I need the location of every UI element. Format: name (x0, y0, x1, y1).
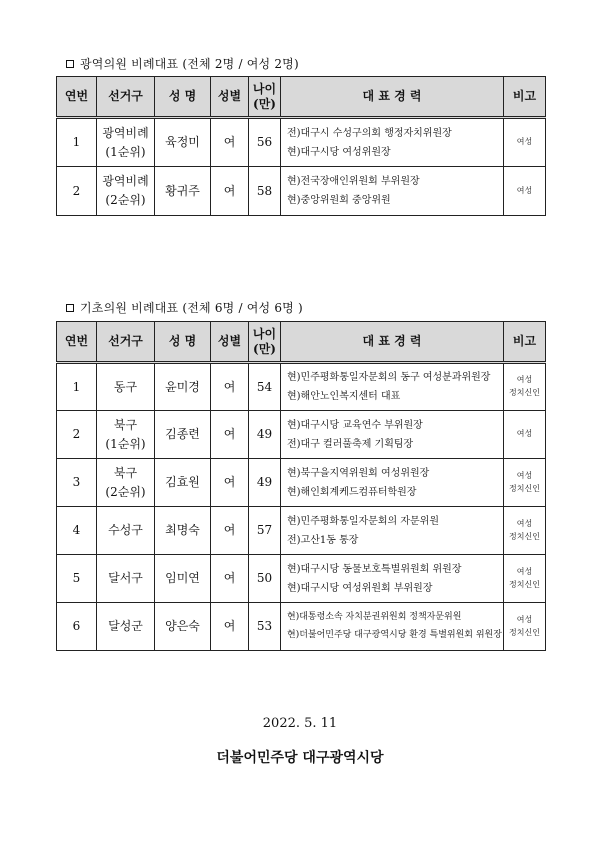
row-note: 여성 정치신인 (504, 459, 546, 507)
row-no: 6 (57, 603, 97, 651)
header-note: 비고 (504, 322, 546, 363)
row-age: 56 (249, 118, 281, 167)
row-district: 동구 (97, 363, 155, 411)
row-no: 2 (57, 411, 97, 459)
table-header-row (57, 77, 546, 118)
checkbox-icon (66, 304, 74, 312)
header-no: 연번 (57, 322, 97, 363)
row-note: 여성 (504, 411, 546, 459)
row-age: 54 (249, 363, 281, 411)
header-district: 선거구 (97, 322, 155, 363)
table-proportional-local (56, 321, 546, 651)
row-career: 현)북구을지역위원회 여성위원장 현)해인회계케드컴퓨터학원장 (281, 459, 504, 507)
row-gender: 여 (211, 603, 249, 651)
row-name: 김종련 (155, 411, 211, 459)
row-career: 현)민주평화통일자문회의 자문위원 전)고산1동 통장 (281, 507, 504, 555)
row-age: 49 (249, 411, 281, 459)
row-career: 현)대구시당 동물보호특별위원회 위원장 현)대구시당 여성위원회 부위원장 (281, 555, 504, 603)
row-name: 육정미 (155, 118, 211, 167)
table-row (57, 118, 546, 167)
table-proportional-metro (56, 76, 546, 216)
table-header-row (57, 322, 546, 363)
footer-organization: 더불어민주당 대구광역시당 (216, 750, 384, 766)
row-gender: 여 (211, 555, 249, 603)
row-gender: 여 (211, 507, 249, 555)
row-note: 여성 정치신인 (504, 363, 546, 411)
row-no: 2 (57, 167, 97, 216)
row-note: 여성 정치신인 (504, 603, 546, 651)
table-row (57, 603, 546, 651)
table-row (57, 167, 546, 216)
header-career: 대 표 경 력 (281, 77, 504, 118)
row-age: 57 (249, 507, 281, 555)
row-district: 북구 (2순위) (97, 459, 155, 507)
row-name: 양은숙 (155, 603, 211, 651)
row-name: 황귀주 (155, 167, 211, 216)
table-row (57, 411, 546, 459)
row-name: 최명숙 (155, 507, 211, 555)
row-note: 여성 정치신인 (504, 555, 546, 603)
row-district: 달서구 (97, 555, 155, 603)
row-age: 58 (249, 167, 281, 216)
row-district: 광역비례 (1순위) (97, 118, 155, 167)
table-row (57, 555, 546, 603)
header-name: 성 명 (155, 77, 211, 118)
section1-title (66, 55, 299, 72)
row-district: 달성군 (97, 603, 155, 651)
row-career: 현)전국장애인위원회 부위원장 현)중앙위원회 중앙위원 (281, 167, 504, 216)
checkbox-icon (66, 60, 74, 68)
row-no: 5 (57, 555, 97, 603)
row-no: 1 (57, 118, 97, 167)
row-career: 현)대통령소속 자치분권위원회 정책자문위원 현)더불어민주당 대구광역시당 환경 특별위원회 위원장 (281, 603, 504, 651)
row-age: 50 (249, 555, 281, 603)
row-name: 김효원 (155, 459, 211, 507)
row-age: 53 (249, 603, 281, 651)
row-career: 현)민주평화통일자문회의 동구 여성분과위원장 현)해안노인복지센터 대표 (281, 363, 504, 411)
row-no: 1 (57, 363, 97, 411)
row-gender: 여 (211, 459, 249, 507)
row-name: 임미연 (155, 555, 211, 603)
row-no: 4 (57, 507, 97, 555)
row-name: 윤미경 (155, 363, 211, 411)
table-row (57, 363, 546, 411)
header-no: 연번 (57, 77, 97, 118)
header-gender: 성별 (211, 322, 249, 363)
header-age: 나이 (만) (249, 322, 281, 363)
header-name: 성 명 (155, 322, 211, 363)
row-note: 여성 (504, 118, 546, 167)
section2-title-text: 기초의원 비례대표 (전체 6명 / 여성 6명 ) (80, 301, 303, 315)
table-row (57, 507, 546, 555)
row-district: 수성구 (97, 507, 155, 555)
row-gender: 여 (211, 411, 249, 459)
row-district: 광역비례 (2순위) (97, 167, 155, 216)
table-row (57, 459, 546, 507)
row-note: 여성 정치신인 (504, 507, 546, 555)
row-gender: 여 (211, 167, 249, 216)
section2-title (66, 299, 303, 316)
row-gender: 여 (211, 118, 249, 167)
header-career: 대 표 경 력 (281, 322, 504, 363)
header-age: 나이 (만) (249, 77, 281, 118)
row-career: 현)대구시당 교육연수 부위원장 전)대구 컬러풀축제 기획팀장 (281, 411, 504, 459)
header-district: 선거구 (97, 77, 155, 118)
row-note: 여성 (504, 167, 546, 216)
header-note: 비고 (504, 77, 546, 118)
row-career: 전)대구시 수성구의회 행정자치위원장 현)대구시당 여성위원장 (281, 118, 504, 167)
row-no: 3 (57, 459, 97, 507)
row-gender: 여 (211, 363, 249, 411)
section1-title-text: 광역의원 비례대표 (전체 2명 / 여성 2명) (80, 57, 299, 71)
row-age: 49 (249, 459, 281, 507)
row-district: 북구 (1순위) (97, 411, 155, 459)
footer-date: 2022. 5. 11 (262, 716, 338, 731)
header-gender: 성별 (211, 77, 249, 118)
